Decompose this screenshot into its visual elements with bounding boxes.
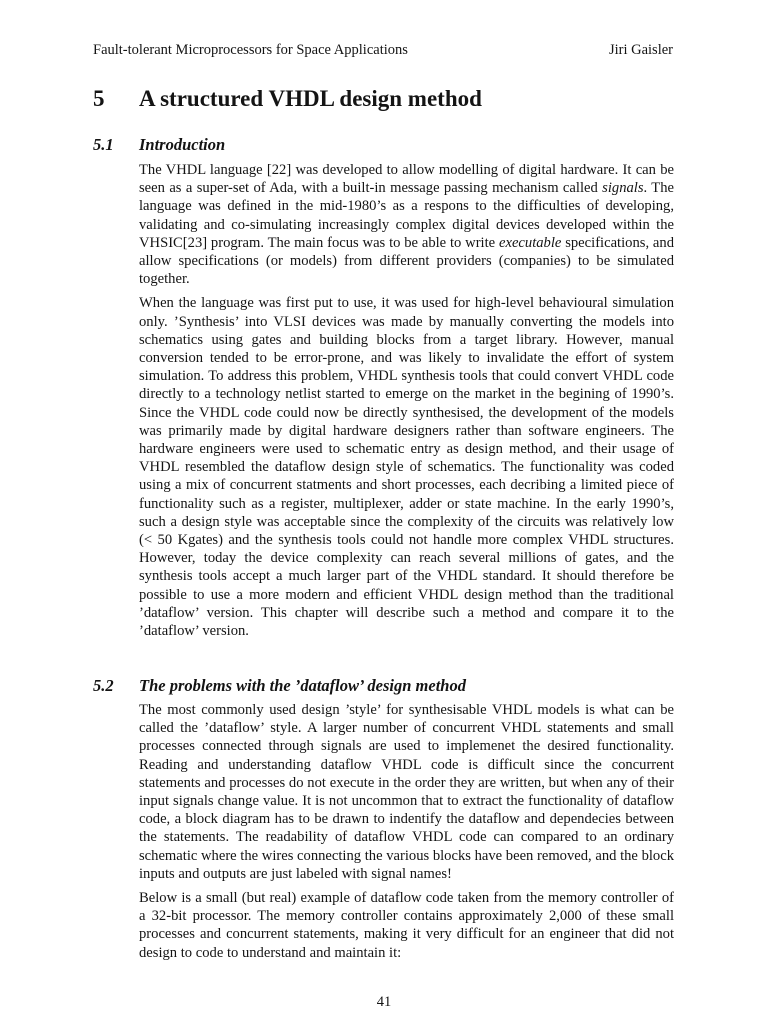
page-number: 41 xyxy=(376,994,392,1010)
section-number: 5.1 xyxy=(93,135,114,154)
section-number: 5.2 xyxy=(93,676,114,695)
section-body-introduction xyxy=(139,161,674,646)
chapter-title: A structured VHDL design method xyxy=(139,86,482,111)
text-run: The VHDL language [22] was developed to allow modelling of digital hardware. It can be seen as a super-set of Ada, with a built-in message passing mechanism called xyxy=(139,162,674,197)
section-title: Introduction xyxy=(139,135,226,154)
section-body-dataflow-problems xyxy=(139,701,674,968)
header-title: Fault-tolerant Microprocessors for Space Applications xyxy=(93,42,408,58)
chapter-number: 5 xyxy=(93,86,105,111)
running-header xyxy=(93,42,673,62)
text-run: . The language was defined in the mid-1980’s as a respons to the difficulties of developing, validating and co-simulating increasingly complex digital devices developed within the VHSIC[23] program. The main focus was to be able to write xyxy=(139,180,674,251)
paragraph: Below is a small (but real) example of dataflow code taken from the memory controller of a 32-bit processor. The memory controller contains approximately 2,000 of these small processes and concurrent statements, making it very difficult for an engineer that did not design to code to understand and maintain it: xyxy=(139,890,674,961)
emphasis: executable xyxy=(498,234,562,251)
paragraph: When the language was first put to use, it was used for high-level behavioural simulation only. ’Synthesis’ into VLSI devices was made by manually converting the models into schematics using gates and building blocks from a target library. However, manual conversion tended to be error-prone, and was likely to invalidate the effort of system simulation. To address this problem, VHDL synthesis tools that could convert VHDL code directly to a technology netlist started to emerge on the market in the begining of 1990’s. Since the VHDL code could now be directly synthesised, the development of the models was primarily made by digital hardware designers rather than software engineers. The hardware engineers were used to schematic entry as design method, and their usage of VHDL resembled the dataflow design style of schematics. The functionality was coded using a mix of concurrent statments and short processes, each decribing a limited piece of functionality such as a register, multiplexer, adder or state machine. In the early 1990’s, such a design style was acceptable since the complexity of the circuits was relatively low (< 50 Kgates) and the synthesis tools could not handle more complex VHDL structures. However, today the device complexity can reach several millions of gates, and the synthesis tools accept a much larger part of the VHDL standard. It should therefore be possible to use a more modern and efficient VHDL design method than the traditional ’dataflow’ version. This chapter will describe such a method and compare it to the ’dataflow’ version. xyxy=(139,295,674,640)
section-title: The problems with the ’dataflow’ design method xyxy=(139,676,466,695)
emphasis: signals xyxy=(602,180,644,197)
paragraph xyxy=(139,161,674,288)
header-author: Jiri Gaisler xyxy=(608,42,673,58)
text-run: specifications, and allow specifications (or models) from different providers (companies) to be simulated together. xyxy=(139,234,674,288)
paragraph: The most commonly used design ’style’ for synthesisable VHDL models is what can be called the ’dataflow’ style. A larger number of concurrent VHDL statements and small processes connected through signals are used to implemenet the desired functionality. Reading and understanding dataflow VHDL code is difficult since the concurrent statements and processes do not execute in the order they are written, but when any of their input signals change value. It is not uncommon that to extract the functionality of dataflow code, a block diagram has to be drawn to indentify the dataflow and dependecies between the statements. The readability of dataflow VHDL code can compared to an ordinary schematic where the wires connecting the various blocks have been removed, and the block inputs and outputs are just labeled with signal names! xyxy=(139,702,674,882)
